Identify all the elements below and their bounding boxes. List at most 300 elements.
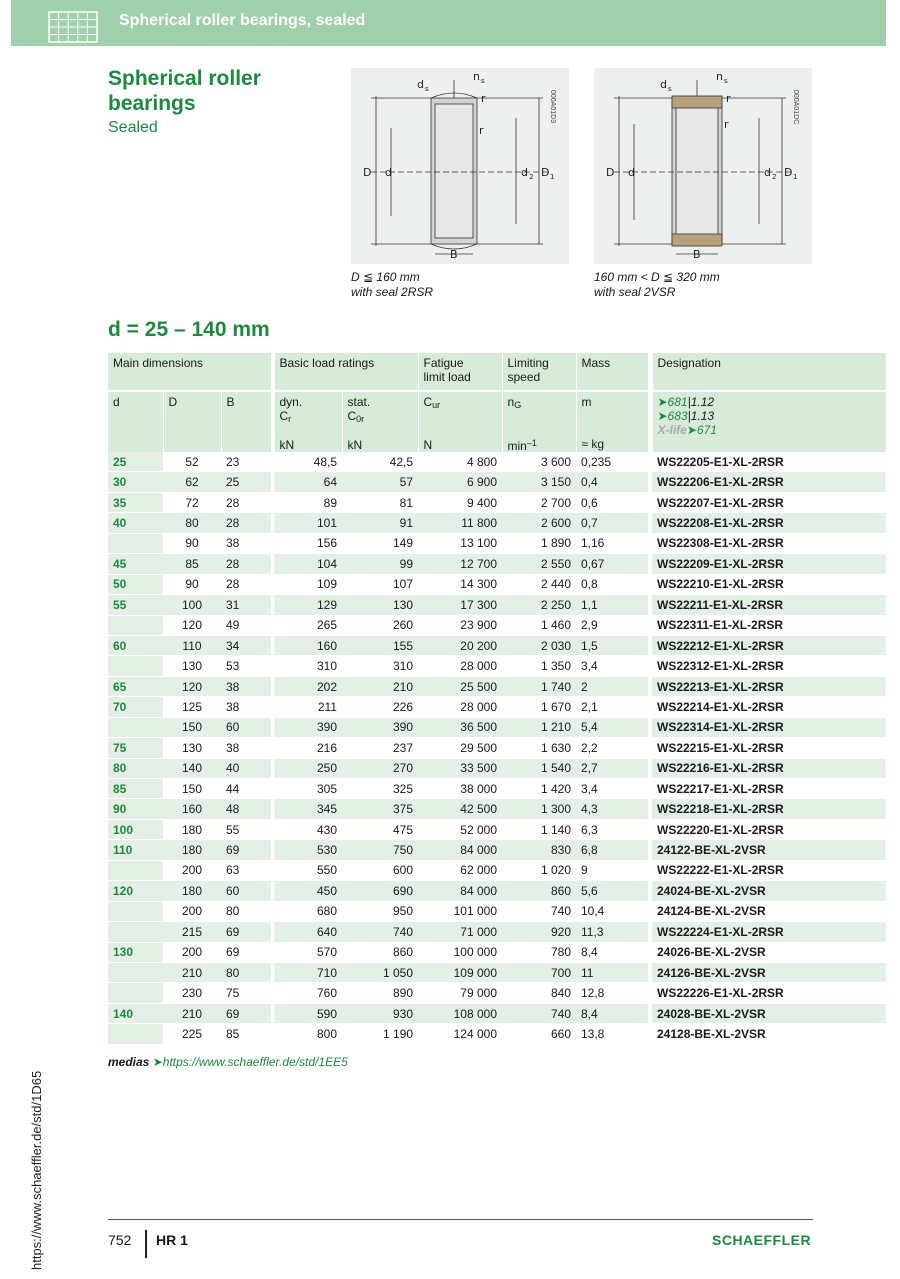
svg-text:1: 1: [793, 173, 798, 181]
cell-D: 150: [163, 779, 221, 799]
svg-text:2: 2: [772, 173, 777, 181]
cell-designation: WS22226-E1-XL-2RSR: [652, 983, 886, 1003]
cell-mass: 2,9: [576, 615, 648, 635]
cell-designation: 24028-BE-XL-2VSR: [652, 1003, 886, 1023]
cell-cur: 100 000: [418, 942, 502, 962]
cell-B: 38: [221, 533, 271, 553]
cell-ng: 1 140: [502, 819, 576, 839]
cell-B: 40: [221, 758, 271, 778]
drawing-caption-1: [351, 270, 433, 300]
cell-D: 100: [163, 595, 221, 615]
cell-cur: 84 000: [418, 881, 502, 901]
svg-text:s: s: [425, 85, 429, 93]
cell-ng: 1 020: [502, 860, 576, 880]
cell-d: 75: [108, 738, 163, 758]
cell-B: 60: [221, 881, 271, 901]
cell-mass: 2: [576, 676, 648, 696]
cell-d: [108, 1024, 163, 1044]
cell-d: [108, 983, 163, 1003]
cell-B: 69: [221, 840, 271, 860]
cell-B: 55: [221, 819, 271, 839]
bearing-cross-section-diagram: [351, 68, 569, 264]
cell-c0r: 81: [342, 492, 418, 512]
cell-B: 75: [221, 983, 271, 1003]
table-row: [108, 962, 886, 982]
cell-cr: 104: [274, 554, 342, 574]
cell-d: 50: [108, 574, 163, 594]
cell-mass: 0,6: [576, 492, 648, 512]
cell-D: 160: [163, 799, 221, 819]
cell-ng: 740: [502, 901, 576, 921]
cell-ng: 2 250: [502, 595, 576, 615]
table-row: [108, 840, 886, 860]
cell-cur: 109 000: [418, 962, 502, 982]
cell-ng: 3 600: [502, 452, 576, 472]
cell-c0r: 890: [342, 983, 418, 1003]
cell-B: 28: [221, 513, 271, 533]
cell-D: 140: [163, 758, 221, 778]
cell-c0r: 260: [342, 615, 418, 635]
cell-d: 100: [108, 819, 163, 839]
cell-B: 80: [221, 901, 271, 921]
table-row: [108, 513, 886, 533]
cell-d: [108, 656, 163, 676]
cell-cur: 6 900: [418, 472, 502, 492]
svg-text:1: 1: [550, 173, 555, 181]
cell-designation: WS22212-E1-XL-2RSR: [652, 635, 886, 655]
cell-B: 25: [221, 472, 271, 492]
cell-D: 110: [163, 635, 221, 655]
svg-text:D: D: [541, 166, 550, 179]
cell-D: 180: [163, 881, 221, 901]
header-fatigue: Fatigue limit load: [418, 353, 502, 391]
cell-mass: 13,8: [576, 1024, 648, 1044]
cell-ng: 920: [502, 922, 576, 942]
cell-ng: 2 440: [502, 574, 576, 594]
cell-c0r: 91: [342, 513, 418, 533]
cell-mass: 0,8: [576, 574, 648, 594]
svg-text:D: D: [784, 166, 793, 179]
cell-B: 38: [221, 676, 271, 696]
cell-cur: 79 000: [418, 983, 502, 1003]
cell-cr: 156: [274, 533, 342, 553]
header-designation-refs: ➤681|1.12 ➤683|1.13 X-life➤671: [652, 391, 886, 452]
cell-D: 180: [163, 819, 221, 839]
cell-designation: WS22220-E1-XL-2RSR: [652, 819, 886, 839]
cell-d: [108, 860, 163, 880]
cell-cr: 101: [274, 513, 342, 533]
cell-cr: 250: [274, 758, 342, 778]
cell-D: 62: [163, 472, 221, 492]
cell-ng: 2 550: [502, 554, 576, 574]
table-row: [108, 819, 886, 839]
cell-mass: 2,2: [576, 738, 648, 758]
cell-B: 69: [221, 942, 271, 962]
cell-cur: 13 100: [418, 533, 502, 553]
cell-ng: 1 300: [502, 799, 576, 819]
cell-ng: 660: [502, 1024, 576, 1044]
svg-text:d: d: [417, 78, 424, 91]
cell-designation: WS22206-E1-XL-2RSR: [652, 472, 886, 492]
cell-D: 215: [163, 922, 221, 942]
cell-D: 120: [163, 615, 221, 635]
header-m: m ≈ kg: [576, 391, 648, 452]
cell-cur: 42 500: [418, 799, 502, 819]
svg-text:d: d: [521, 166, 528, 179]
cell-B: 44: [221, 779, 271, 799]
cell-d: 110: [108, 840, 163, 860]
cell-d: 25: [108, 452, 163, 472]
cell-B: 80: [221, 962, 271, 982]
cell-B: 60: [221, 717, 271, 737]
table-row: [108, 533, 886, 553]
cell-B: 48: [221, 799, 271, 819]
cell-ng: 2 030: [502, 635, 576, 655]
cell-cur: 11 800: [418, 513, 502, 533]
cell-c0r: 42,5: [342, 452, 418, 472]
table-row: [108, 452, 886, 472]
table-row: [108, 492, 886, 512]
header-cr: dyn. $C_r$ kN: [274, 391, 342, 452]
cell-cr: 211: [274, 697, 342, 717]
cell-cr: 202: [274, 676, 342, 696]
cell-d: 55: [108, 595, 163, 615]
cell-cr: 570: [274, 942, 342, 962]
table-row: [108, 472, 886, 492]
cell-d: 70: [108, 697, 163, 717]
cell-c0r: 375: [342, 799, 418, 819]
cell-cur: 28 000: [418, 656, 502, 676]
cell-designation: WS22314-E1-XL-2RSR: [652, 717, 886, 737]
cell-ng: 860: [502, 881, 576, 901]
cell-d: 65: [108, 676, 163, 696]
cell-ng: 2 700: [502, 492, 576, 512]
cell-ng: 1 630: [502, 738, 576, 758]
cell-designation: 24122-BE-XL-2VSR: [652, 840, 886, 860]
cell-mass: 5,4: [576, 717, 648, 737]
cell-D: 72: [163, 492, 221, 512]
cell-ng: 1 670: [502, 697, 576, 717]
header-cur: $C_{ur}$ N: [418, 391, 502, 452]
cell-ng: 780: [502, 942, 576, 962]
cell-d: 40: [108, 513, 163, 533]
cell-D: 230: [163, 983, 221, 1003]
cell-D: 180: [163, 840, 221, 860]
cell-mass: 6,3: [576, 819, 648, 839]
cell-cr: 109: [274, 574, 342, 594]
cell-mass: 2,1: [576, 697, 648, 717]
table-row: [108, 738, 886, 758]
cell-d: [108, 717, 163, 737]
header-limiting-speed: Limiting speed: [502, 353, 576, 391]
cell-mass: 6,8: [576, 840, 648, 860]
cell-d: 80: [108, 758, 163, 778]
cell-d: [108, 922, 163, 942]
cell-cr: 800: [274, 1024, 342, 1044]
bearing-cross-section-diagram: [594, 68, 812, 264]
cell-cur: 62 000: [418, 860, 502, 880]
drawing-caption-2: [594, 270, 720, 300]
cell-c0r: 99: [342, 554, 418, 574]
cell-mass: 0,4: [576, 472, 648, 492]
cell-designation: WS22211-E1-XL-2RSR: [652, 595, 886, 615]
cell-D: 90: [163, 533, 221, 553]
page-title: Spherical roller bearings: [108, 67, 261, 115]
cell-cr: 265: [274, 615, 342, 635]
cell-cr: 345: [274, 799, 342, 819]
cell-d: 90: [108, 799, 163, 819]
cell-cr: 310: [274, 656, 342, 676]
cell-cr: 89: [274, 492, 342, 512]
cell-cur: 25 500: [418, 676, 502, 696]
cell-c0r: 107: [342, 574, 418, 594]
cell-c0r: 930: [342, 1003, 418, 1023]
cell-ng: 1 210: [502, 717, 576, 737]
cell-ng: 3 150: [502, 472, 576, 492]
svg-text:n: n: [716, 70, 723, 83]
cell-cr: 64: [274, 472, 342, 492]
table-row: [108, 922, 886, 942]
cell-mass: 0,235: [576, 452, 648, 472]
svg-text:D: D: [363, 166, 372, 179]
cell-designation: 24128-BE-XL-2VSR: [652, 1024, 886, 1044]
cell-designation: WS22213-E1-XL-2RSR: [652, 676, 886, 696]
cell-designation: WS22312-E1-XL-2RSR: [652, 656, 886, 676]
drawing-code: 000A01D3: [549, 90, 556, 124]
footer-separator: [145, 1230, 147, 1258]
cell-cr: 710: [274, 962, 342, 982]
svg-text:d: d: [628, 166, 635, 179]
cell-c0r: 270: [342, 758, 418, 778]
header-D: D: [163, 391, 221, 452]
cell-B: 63: [221, 860, 271, 880]
cell-cr: 590: [274, 1003, 342, 1023]
cell-mass: 5,6: [576, 881, 648, 901]
cell-c0r: 600: [342, 860, 418, 880]
cell-D: 85: [163, 554, 221, 574]
cell-cur: 52 000: [418, 819, 502, 839]
table-row: [108, 595, 886, 615]
cell-cur: 4 800: [418, 452, 502, 472]
cell-designation: WS22222-E1-XL-2RSR: [652, 860, 886, 880]
cell-c0r: 155: [342, 635, 418, 655]
cell-mass: 1,16: [576, 533, 648, 553]
table-header-row-groups: [108, 353, 886, 391]
cell-c0r: 210: [342, 676, 418, 696]
cell-B: 31: [221, 595, 271, 615]
cell-c0r: 149: [342, 533, 418, 553]
cell-cur: 20 200: [418, 635, 502, 655]
svg-text:r: r: [724, 118, 729, 131]
svg-text:B: B: [450, 248, 458, 261]
cell-D: 200: [163, 901, 221, 921]
cell-ng: 1 890: [502, 533, 576, 553]
cell-cur: 14 300: [418, 574, 502, 594]
cell-designation: WS22207-E1-XL-2RSR: [652, 492, 886, 512]
cell-ng: 2 600: [502, 513, 576, 533]
cell-d: 60: [108, 635, 163, 655]
cell-designation: WS22308-E1-XL-2RSR: [652, 533, 886, 553]
table-row: [108, 860, 886, 880]
cell-ng: 1 740: [502, 676, 576, 696]
cell-d: [108, 615, 163, 635]
cell-D: 200: [163, 942, 221, 962]
cell-mass: 11: [576, 962, 648, 982]
table-row: [108, 717, 886, 737]
cell-d: 45: [108, 554, 163, 574]
cell-designation: WS22209-E1-XL-2RSR: [652, 554, 886, 574]
table-grid-icon: [48, 11, 98, 43]
cell-cr: 450: [274, 881, 342, 901]
cell-mass: 8,4: [576, 1003, 648, 1023]
cell-d: 30: [108, 472, 163, 492]
cell-c0r: 860: [342, 942, 418, 962]
cell-D: 90: [163, 574, 221, 594]
cell-cr: 390: [274, 717, 342, 737]
header-banner: [11, 0, 886, 46]
cell-designation: WS22218-E1-XL-2RSR: [652, 799, 886, 819]
svg-text:r: r: [481, 92, 486, 105]
cell-B: 49: [221, 615, 271, 635]
table-row: [108, 901, 886, 921]
cell-cur: 12 700: [418, 554, 502, 574]
cell-designation: WS22216-E1-XL-2RSR: [652, 758, 886, 778]
header-B: B: [221, 391, 271, 452]
cell-designation: WS22214-E1-XL-2RSR: [652, 697, 886, 717]
cell-mass: 12,8: [576, 983, 648, 1003]
cell-B: 23: [221, 452, 271, 472]
svg-text:s: s: [481, 77, 485, 85]
table-row: [108, 983, 886, 1003]
cell-mass: 1,1: [576, 595, 648, 615]
cell-c0r: 130: [342, 595, 418, 615]
page-number: 752: [108, 1232, 132, 1248]
cell-designation: WS22205-E1-XL-2RSR: [652, 452, 886, 472]
cell-mass: 0,7: [576, 513, 648, 533]
caption-line: D ≦ 160 mm: [351, 270, 420, 284]
cell-ng: 1 460: [502, 615, 576, 635]
table-row: [108, 881, 886, 901]
cell-ng: 1 420: [502, 779, 576, 799]
cell-d: [108, 533, 163, 553]
cell-ng: 830: [502, 840, 576, 860]
cell-c0r: 390: [342, 717, 418, 737]
cell-d: [108, 901, 163, 921]
side-url[interactable]: https://www.schaeffler.de/std/1D65: [29, 1070, 44, 1270]
cell-cur: 36 500: [418, 717, 502, 737]
cell-cur: 101 000: [418, 901, 502, 921]
cell-cr: 680: [274, 901, 342, 921]
cell-cur: 9 400: [418, 492, 502, 512]
cell-c0r: 1 190: [342, 1024, 418, 1044]
svg-text:2: 2: [529, 173, 534, 181]
cell-designation: 24024-BE-XL-2VSR: [652, 881, 886, 901]
svg-text:d: d: [660, 78, 667, 91]
cell-cr: 129: [274, 595, 342, 615]
medias-link[interactable]: medias ➤https://www.schaeffler.de/std/1EE5: [108, 1055, 348, 1069]
table-row: [108, 779, 886, 799]
cell-D: 200: [163, 860, 221, 880]
cell-D: 225: [163, 1024, 221, 1044]
cell-ng: 1 350: [502, 656, 576, 676]
cell-c0r: 226: [342, 697, 418, 717]
cell-mass: 8,4: [576, 942, 648, 962]
cell-designation: WS22217-E1-XL-2RSR: [652, 779, 886, 799]
cell-cur: 108 000: [418, 1003, 502, 1023]
cell-B: 28: [221, 554, 271, 574]
cell-D: 125: [163, 697, 221, 717]
banner-title: Spherical roller bearings, sealed: [119, 12, 366, 29]
cell-c0r: 1 050: [342, 962, 418, 982]
cell-c0r: 750: [342, 840, 418, 860]
cell-c0r: 57: [342, 472, 418, 492]
header-mass: Mass: [576, 353, 648, 391]
svg-text:n: n: [473, 70, 480, 83]
table-body: [108, 452, 886, 1044]
cell-D: 150: [163, 717, 221, 737]
cell-D: 80: [163, 513, 221, 533]
header-c0r: stat. $C_{0r}$ kN: [342, 391, 418, 452]
cell-cr: 160: [274, 635, 342, 655]
header-designation: Designation: [652, 353, 886, 391]
brand-logo: SCHAEFFLER: [712, 1232, 812, 1248]
cell-ng: 1 540: [502, 758, 576, 778]
cell-mass: 9: [576, 860, 648, 880]
cell-c0r: 310: [342, 656, 418, 676]
cell-cur: 29 500: [418, 738, 502, 758]
bearing-table: [108, 353, 886, 1045]
svg-text:r: r: [726, 92, 731, 105]
cell-B: 69: [221, 1003, 271, 1023]
cell-mass: 0,67: [576, 554, 648, 574]
cell-cur: 33 500: [418, 758, 502, 778]
table-row: [108, 1003, 886, 1023]
table-row: [108, 758, 886, 778]
cell-cr: 430: [274, 819, 342, 839]
cell-mass: 4,3: [576, 799, 648, 819]
cell-designation: WS22208-E1-XL-2RSR: [652, 513, 886, 533]
table-row: [108, 574, 886, 594]
cell-designation: WS22224-E1-XL-2RSR: [652, 922, 886, 942]
footer-section: HR 1: [156, 1232, 188, 1248]
cell-B: 85: [221, 1024, 271, 1044]
cell-B: 53: [221, 656, 271, 676]
cell-cur: 38 000: [418, 779, 502, 799]
cell-c0r: 325: [342, 779, 418, 799]
table-row: [108, 799, 886, 819]
cell-B: 69: [221, 922, 271, 942]
table-row: [108, 656, 886, 676]
cell-d: 85: [108, 779, 163, 799]
header-d: d: [108, 391, 163, 452]
cell-B: 38: [221, 738, 271, 758]
cell-cr: 216: [274, 738, 342, 758]
cell-mass: 1,5: [576, 635, 648, 655]
cell-d: 140: [108, 1003, 163, 1023]
cell-cr: 530: [274, 840, 342, 860]
svg-text:B: B: [693, 248, 701, 261]
table-row: [108, 697, 886, 717]
cell-D: 120: [163, 676, 221, 696]
cell-cur: 84 000: [418, 840, 502, 860]
cell-c0r: 740: [342, 922, 418, 942]
svg-text:d: d: [764, 166, 771, 179]
cell-designation: WS22311-E1-XL-2RSR: [652, 615, 886, 635]
svg-text:r: r: [479, 124, 484, 137]
header-ng: $n_G$ $\min^{-1}$: [502, 391, 576, 452]
cell-mass: 10,4: [576, 901, 648, 921]
caption-line: with seal 2RSR: [351, 285, 434, 299]
